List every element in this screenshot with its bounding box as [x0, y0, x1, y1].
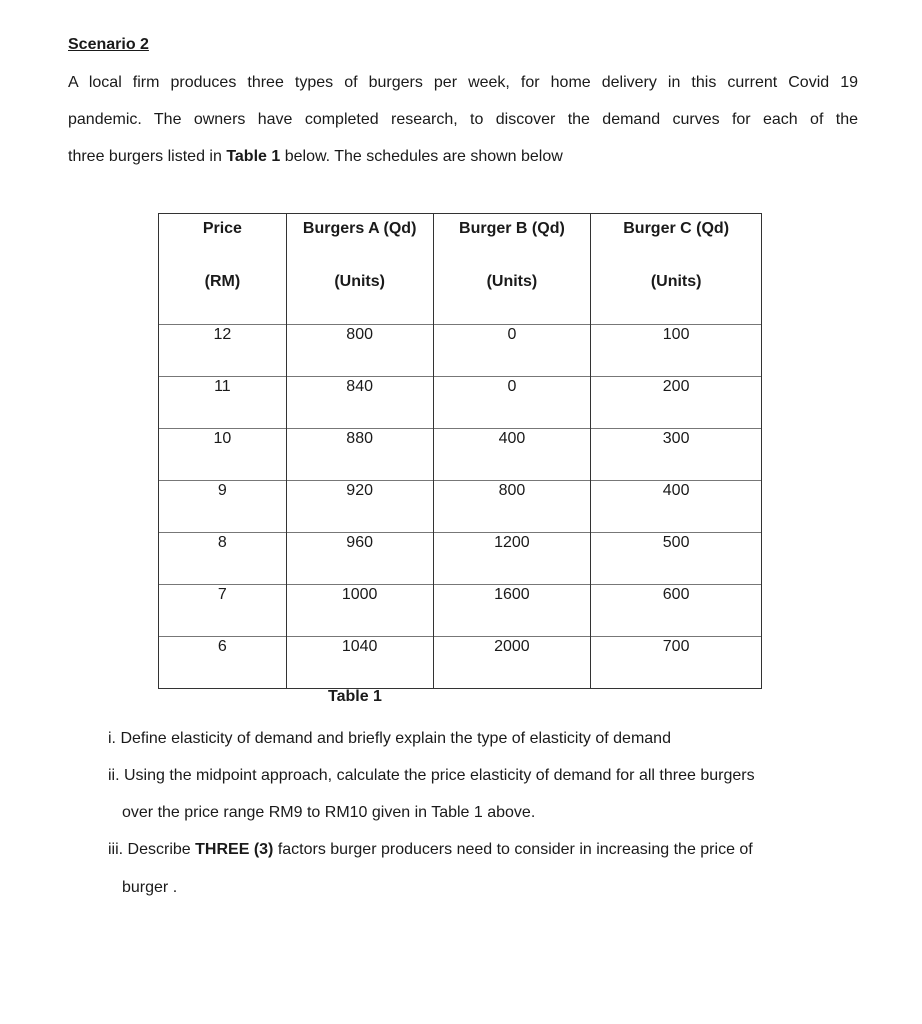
burger-a-cell: 800 [286, 325, 433, 377]
question-3-line-2: burger . [122, 879, 178, 896]
burger-b-cell: 800 [433, 481, 591, 533]
burger-b-cell: 400 [433, 429, 591, 481]
table-row [159, 533, 762, 585]
intro-line-2: pandemic. The owners have completed research, to discover the demand curves for each of the [68, 111, 858, 128]
question-2 [108, 757, 838, 831]
burger-b-cell: 0 [433, 377, 591, 429]
table-row [159, 429, 762, 481]
burger-b-cell: 0 [433, 325, 591, 377]
burger-a-cell: 880 [286, 429, 433, 481]
price-cell: 10 [159, 429, 287, 481]
table-caption: Table 1 [328, 688, 382, 705]
header-burger-a: Burgers A (Qd) [286, 214, 433, 274]
intro-line-3-start: three burgers listed in [68, 148, 227, 165]
unit-burger-c: (Units) [591, 273, 762, 325]
burger-c-cell: 700 [591, 637, 762, 689]
price-cell: 6 [159, 637, 287, 689]
price-cell: 8 [159, 533, 287, 585]
burger-a-cell: 840 [286, 377, 433, 429]
burger-c-cell: 400 [591, 481, 762, 533]
demand-schedule-table [158, 213, 762, 689]
burger-a-cell: 960 [286, 533, 433, 585]
table-row [159, 325, 762, 377]
question-3-suffix: factors burger producers need to consider in increasing the price of [273, 841, 753, 858]
table-row [159, 637, 762, 689]
burger-c-cell: 100 [591, 325, 762, 377]
burger-b-cell: 1200 [433, 533, 591, 585]
table-row [159, 377, 762, 429]
intro-line-3-end: below. The schedules are shown below [280, 148, 563, 165]
burger-b-cell: 2000 [433, 637, 591, 689]
burger-a-cell: 1000 [286, 585, 433, 637]
table-row [159, 481, 762, 533]
unit-burger-b: (Units) [433, 273, 591, 325]
question-2-line-1: ii. Using the midpoint approach, calculate the price elasticity of demand for all three burgers [108, 767, 755, 784]
price-cell: 7 [159, 585, 287, 637]
intro-line-3 [68, 138, 858, 175]
burger-c-cell: 200 [591, 377, 762, 429]
unit-burger-a: (Units) [286, 273, 433, 325]
burger-a-cell: 920 [286, 481, 433, 533]
price-cell: 12 [159, 325, 287, 377]
question-1: i. Define elasticity of demand and briefly explain the type of elasticity of demand [108, 730, 671, 747]
question-list [108, 720, 838, 908]
question-3-prefix: iii. Describe [108, 841, 196, 858]
table-row [159, 585, 762, 637]
burger-c-cell: 500 [591, 533, 762, 585]
burger-c-cell: 600 [591, 585, 762, 637]
header-burger-b: Burger B (Qd) [433, 214, 591, 274]
question-3-emphasis: THREE (3) [195, 841, 274, 858]
price-cell: 9 [159, 481, 287, 533]
question-3 [108, 831, 838, 908]
burger-a-cell: 1040 [286, 637, 433, 689]
burger-c-cell: 300 [591, 429, 762, 481]
intro-table-ref: Table 1 [226, 148, 281, 165]
scenario-intro [68, 64, 858, 175]
header-price: Price [159, 214, 287, 274]
price-cell: 11 [159, 377, 287, 429]
unit-price: (RM) [159, 273, 287, 325]
header-burger-c: Burger C (Qd) [591, 214, 762, 274]
burger-b-cell: 1600 [433, 585, 591, 637]
question-2-line-2: over the price range RM9 to RM10 given in Table 1 above. [122, 804, 536, 821]
table-unit-row [159, 273, 762, 325]
intro-line-1: A local firm produces three types of burgers per week, for home delivery in this current Covid 19 [68, 74, 858, 91]
scenario-heading: Scenario 2 [68, 36, 149, 53]
table-header-row [159, 214, 762, 274]
